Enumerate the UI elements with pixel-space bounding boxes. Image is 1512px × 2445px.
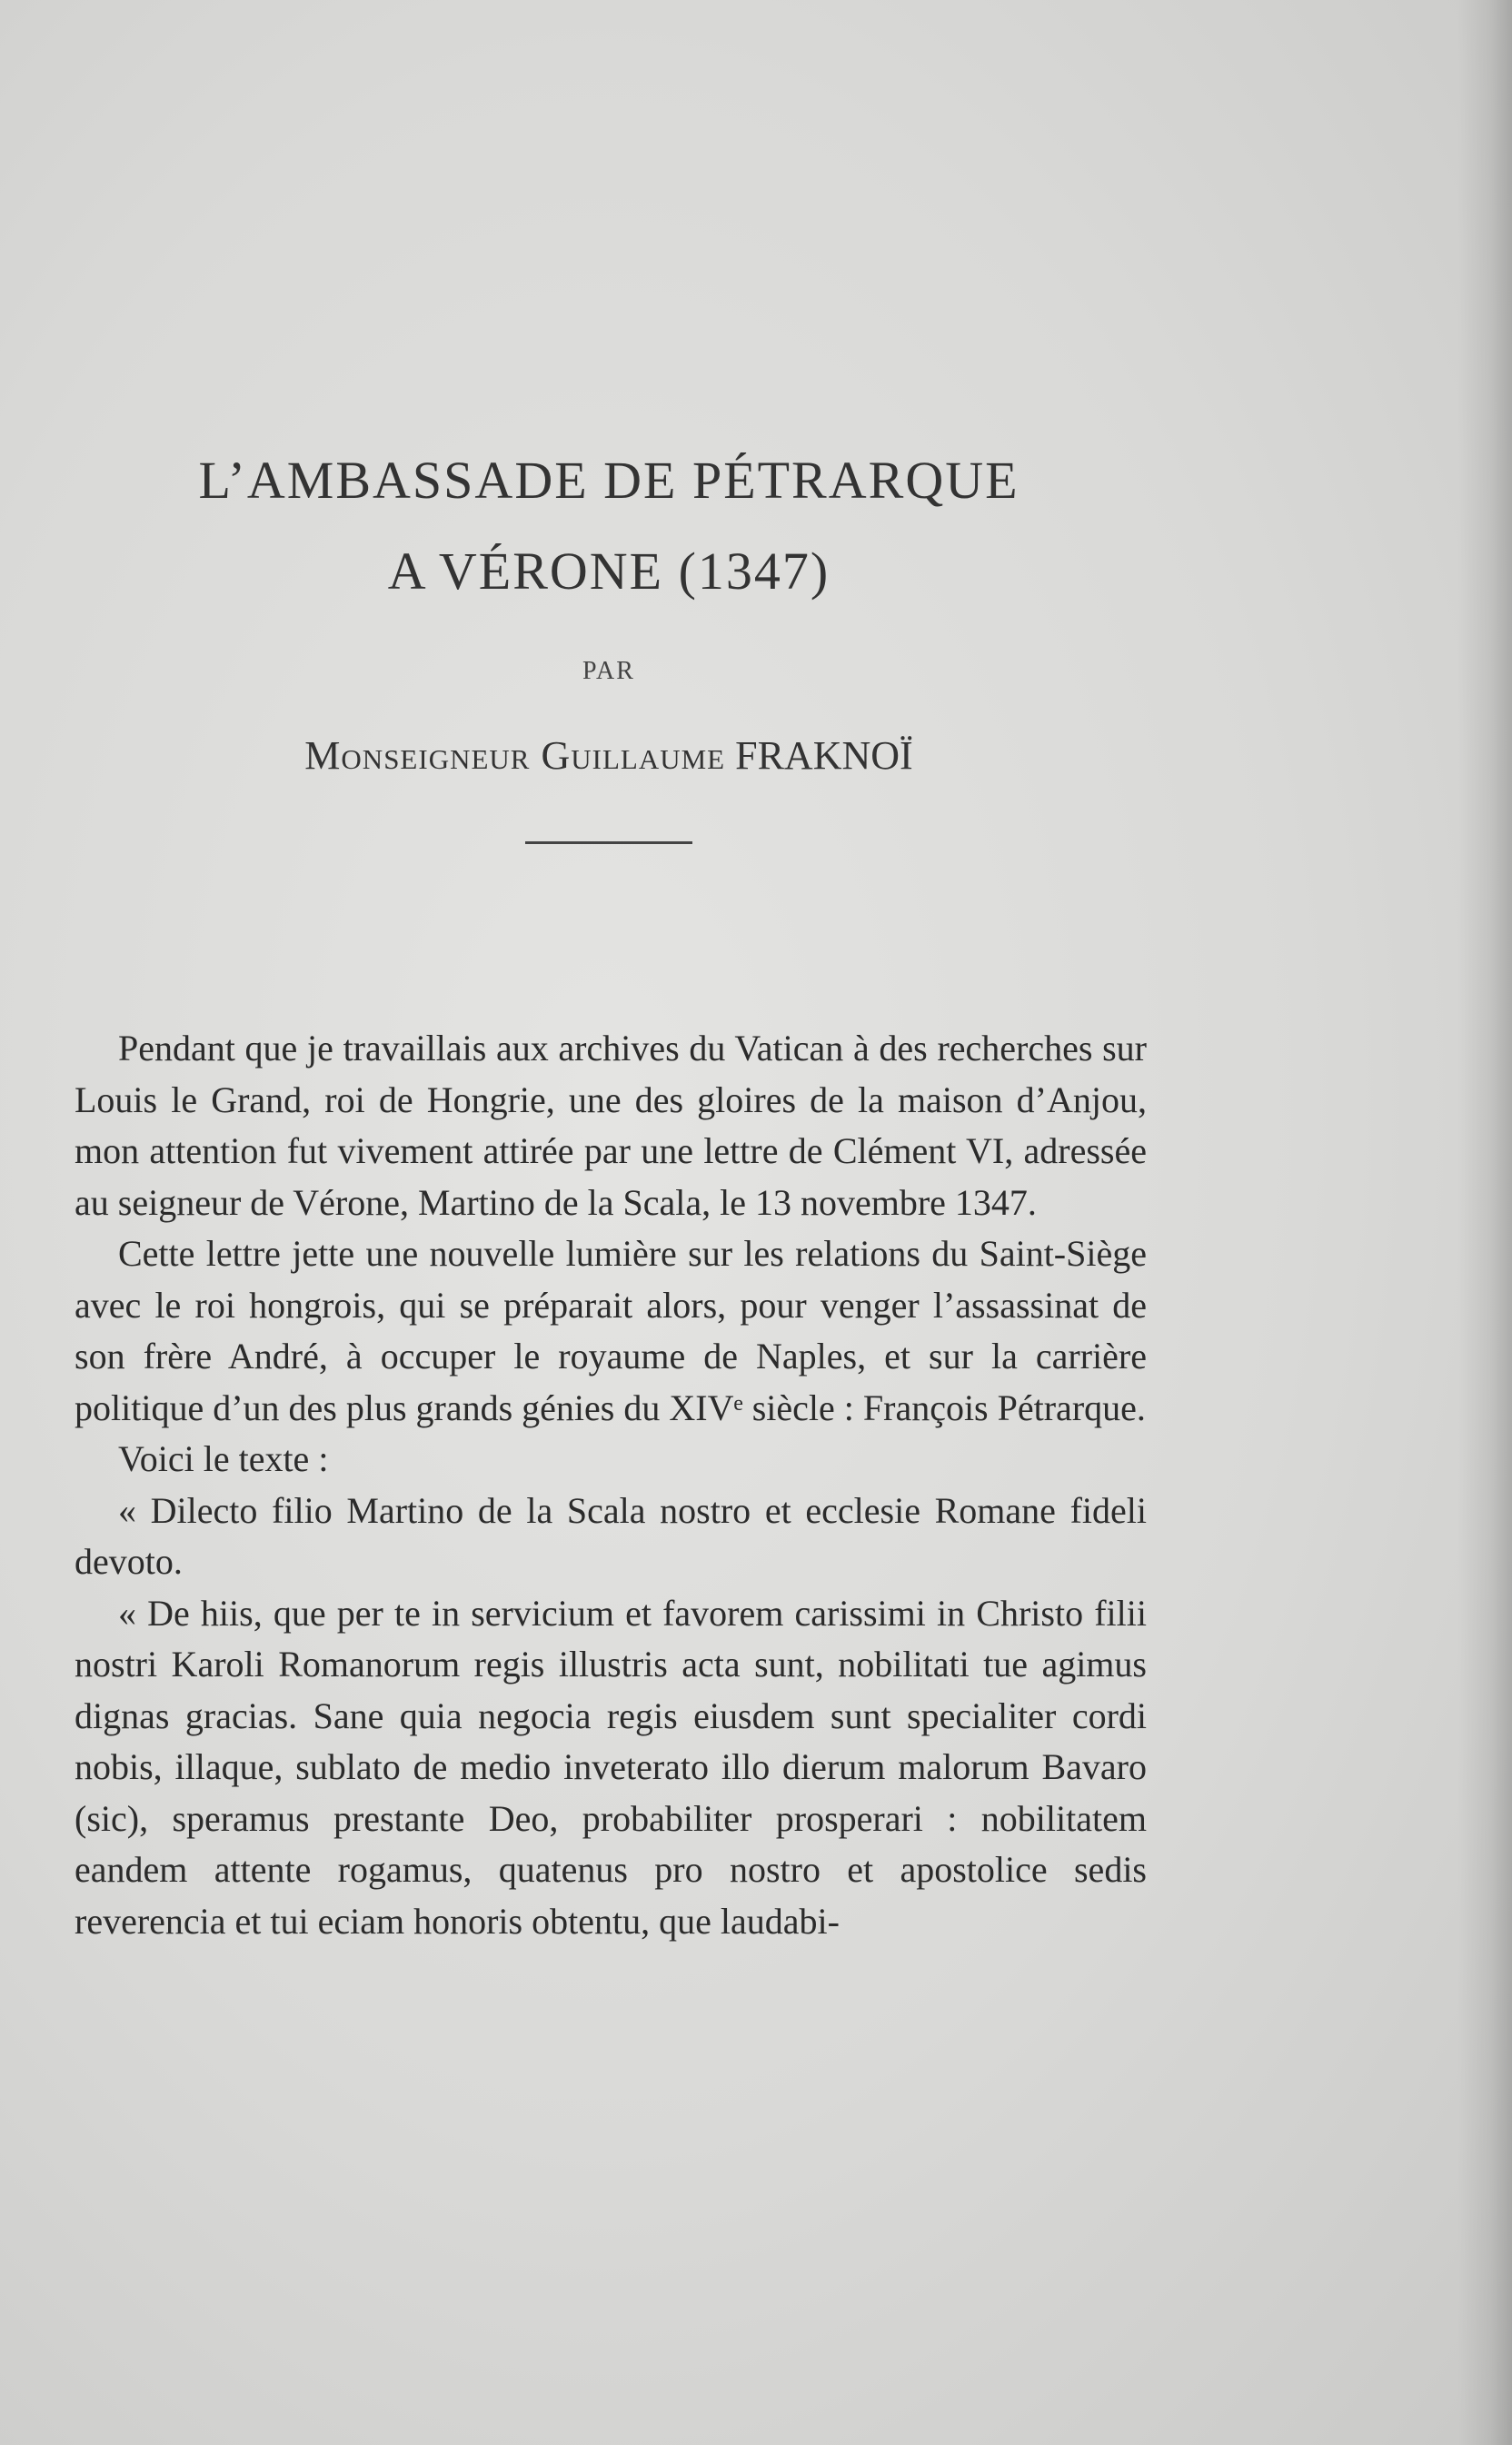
- author-prefix: Monseigneur Guillaume: [304, 733, 726, 778]
- page-edge-shadow: [1457, 0, 1512, 2445]
- paragraph-4: « Dilecto filio Martino de la Scala nostro et ecclesie Romane fideli devoto.: [75, 1489, 1147, 1582]
- title-rule: [525, 841, 692, 844]
- title-line-2: A VÉRONE (1347): [387, 542, 831, 601]
- paragraph-3: Voici le texte :: [118, 1438, 329, 1479]
- paragraph-2: Cette lettre jette une nouvelle lumière sur les relations du Saint-Siège avec le roi hongrois, qui se préparait alors, pour venger l’assassinat de son frère André, à occuper le royaume de Naples, et sur la carrière politique d’un des plus grands génies du XIVᵉ siècle : François Pétrarque.: [75, 1233, 1147, 1428]
- body-text: [75, 1023, 1147, 1947]
- paragraph-5: « De hiis, que per te in servicium et favorem carissimi in Christo filii nostri Karoli Romanorum regis illustris acta sunt, nobilitati tue agimus dignas gracias. Sane quia negocia regis eiusdem sunt specialiter cordi nobis, illaque, sublato de medio inveterato illo dierum malorum Bavaro (sic), speramus prestante Deo, probabiliter prosperari : nobilitatem eandem attente rogamus, quatenus pro nostro et apostolice sedis reverencia et tui eciam honoris obtentu, que laudabi-: [75, 1592, 1147, 1942]
- paragraph-1: Pendant que je travaillais aux archives du Vatican à des recherches sur Louis le Grand, roi de Hongrie, une des gloires de la maison d’Anjou, mon attention fut vivement attirée par une lettre de Clément VI, adressée au seigneur de Vérone, Martino de la Scala, le 13 novembre 1347.: [75, 1028, 1147, 1223]
- author-name: FRAKNOÏ: [735, 733, 913, 778]
- par-label: PAR: [582, 657, 635, 685]
- title-line-1: L’AMBASSADE DE PÉTRARQUE: [198, 451, 1020, 510]
- author-line: [0, 732, 1218, 779]
